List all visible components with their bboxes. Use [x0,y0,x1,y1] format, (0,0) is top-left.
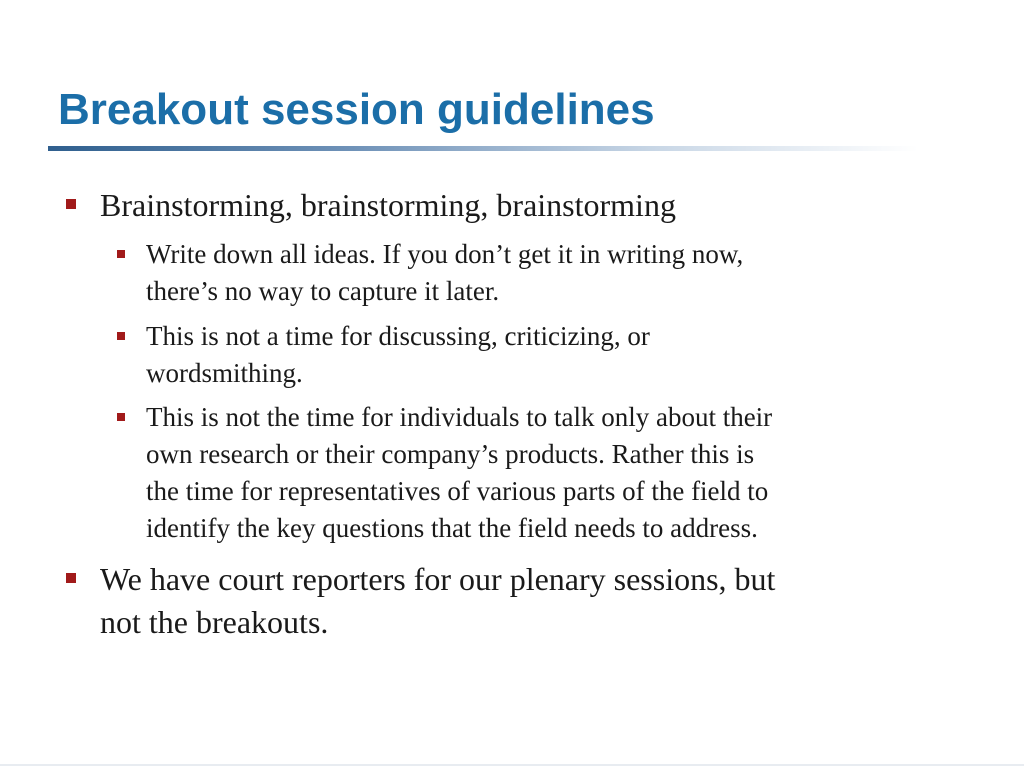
title-underline [48,146,918,151]
sub-bullet-1-line-1: Write down all ideas. If you don’t get it in writing now, [146,239,744,269]
footer-rule [0,764,1024,766]
sub-bullet-3-line-2: own research or their company’s products. Rather this is [146,439,755,469]
bullet-2-line-1: We have court reporters for our plenary sessions, but [100,561,776,597]
sub-bullet-1-line-2: there’s no way to capture it later. [146,276,500,306]
square-bullet-icon [117,332,125,340]
square-bullet-icon [117,250,125,258]
sub-bullet-3-line-3: the time for representatives of various parts of the field to [146,476,769,506]
square-bullet-icon [66,199,76,209]
sub-bullet-3-line-4: identify the key questions that the field needs to address. [146,513,758,543]
bullet-2-line-2: not the breakouts. [100,604,329,640]
bullet-1-text: Brainstorming, brainstorming, brainstorming [100,187,676,223]
square-bullet-icon [66,573,76,583]
sub-bullet-3-line-1: This is not the time for individuals to talk only about their [146,402,773,432]
square-bullet-icon [117,413,125,421]
sub-bullet-2-line-2: wordsmithing. [146,358,303,388]
slide-title: Breakout session guidelines [58,85,655,134]
sub-bullet-2-line-1: This is not a time for discussing, criticizing, or [146,321,650,351]
